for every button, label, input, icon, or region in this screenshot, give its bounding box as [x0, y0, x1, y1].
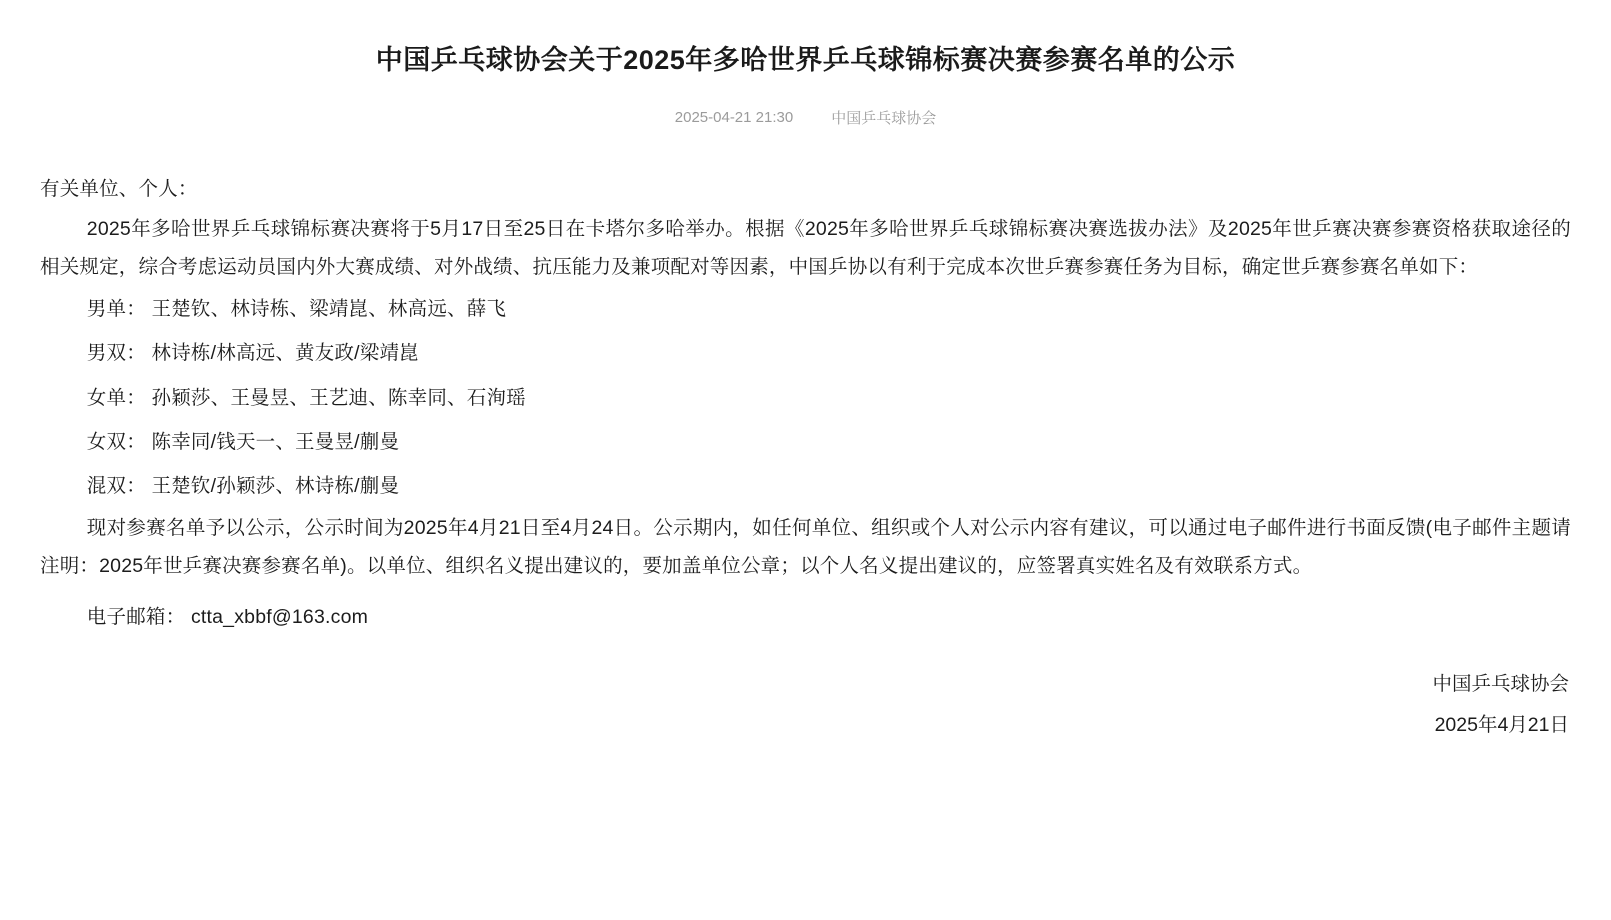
signature-date: 2025年4月21日 — [1434, 713, 1569, 736]
roster-players: 林诗栋/林高远、黄友政/梁靖崑 — [151, 342, 419, 365]
article-meta — [40, 107, 1571, 128]
roster-line-mens-singles — [40, 288, 1571, 332]
roster-line-mixed-doubles — [40, 465, 1571, 509]
article-body — [40, 170, 1571, 634]
email-label: 电子邮箱： — [86, 605, 186, 628]
publish-date: 2025-04-21 21:30 — [674, 108, 794, 126]
roster-line-mens-doubles — [40, 332, 1571, 376]
roster-event-label: 男双： — [86, 342, 146, 365]
salutation: 有关单位、个人： — [40, 177, 198, 200]
page-title: 中国乒乓球协会关于2025年多哈世界乒乓球锦标赛决赛参赛名单的公示 — [375, 45, 1236, 75]
contact-email-line — [40, 587, 1571, 634]
roster-event-label: 男单： — [86, 298, 146, 321]
publisher-name: 中国乒乓球协会 — [831, 109, 937, 127]
roster-event-label: 女双： — [86, 430, 146, 453]
roster-line-womens-singles — [40, 376, 1571, 420]
roster-line-womens-doubles — [40, 420, 1571, 464]
roster-event-label: 女单： — [86, 386, 146, 409]
roster-players: 王楚钦/孙颖莎、林诗栋/蒯曼 — [151, 475, 400, 498]
roster-event-label: 混双： — [86, 475, 146, 498]
paragraph-notice: 现对参赛名单予以公示，公示时间为2025年4月21日至4月24日。公示期内，如任何单位、组织或个人对公示内容有建议，可以通过电子邮件进行书面反馈(电子邮件主题请注明：2025年世乒赛决赛参赛名单)。以单位、组织名义提出建议的，要加盖单位公章；以个人名义提出建议的，应签署真实姓名及有效联系方式。 — [40, 516, 1571, 577]
roster-players: 王楚钦、林诗栋、梁靖崑、林高远、薛飞 — [151, 298, 507, 321]
roster-players: 陈幸同/钱天一、王曼昱/蒯曼 — [151, 430, 400, 453]
roster-players: 孙颖莎、王曼昱、王艺迪、陈幸同、石洵瑶 — [151, 386, 526, 409]
email-address: ctta_xbbf@163.com — [190, 605, 369, 628]
signature-block — [40, 664, 1571, 746]
signature-organization: 中国乒乓球协会 — [1432, 672, 1569, 695]
paragraph-intro: 2025年多哈世界乒乓球锦标赛决赛将于5月17日至25日在卡塔尔多哈举办。根据《2025年多哈世界乒乓球锦标赛决赛选拔办法》及2025年世乒赛决赛参赛资格获取途径的相关规定，综合考虑运动员国内外大赛成绩、对外战绩、抗压能力及兼项配对等因素，中国乒协以有利于完成本次世乒赛参赛任务为目标，确定世乒赛参赛名单如下： — [40, 217, 1571, 278]
